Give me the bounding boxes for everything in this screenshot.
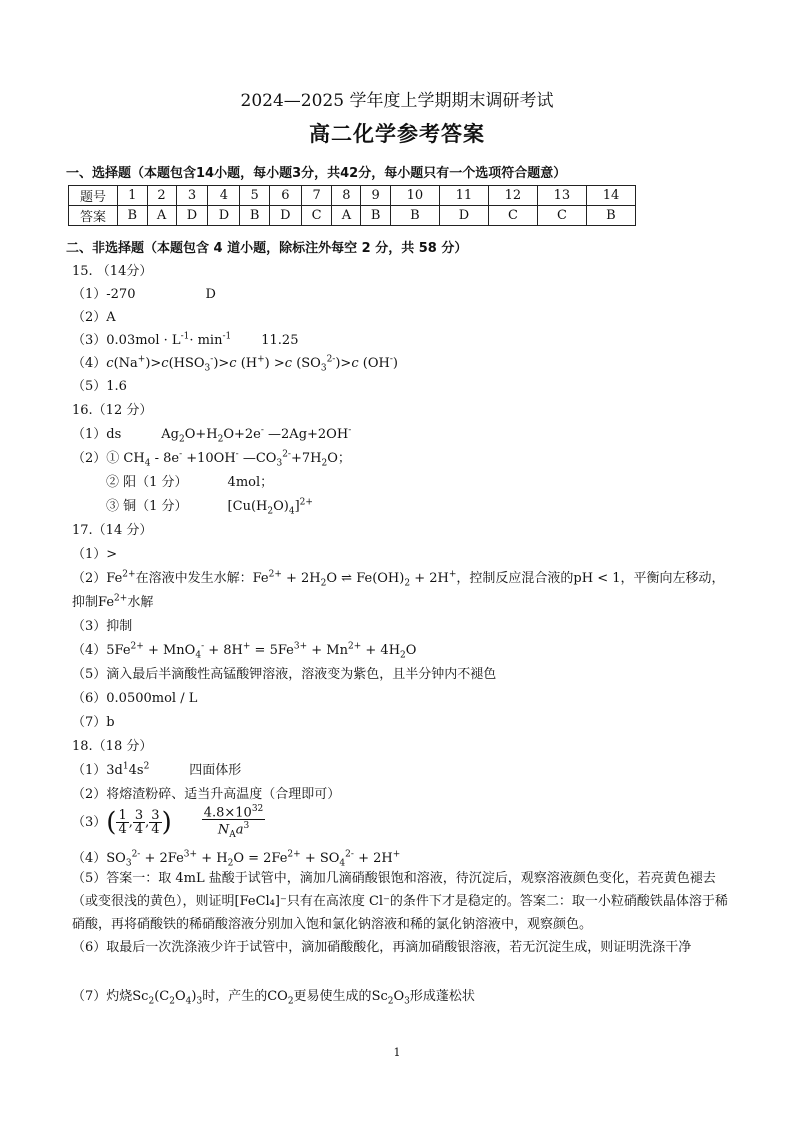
q18-answer-2: （2）将熔渣粉碎、适当升高温度（合理即可） (72, 787, 341, 802)
section-1-heading: 一、选择题（本题包含14小题，每小题3分，共42分，每小题只有一个选项符合题意） (66, 166, 567, 181)
q16-heading: 16.（12 分） (72, 403, 153, 418)
q16-answer-1: （1）ds $Ag_2O+H_2O+2e^-$ —2Ag+2OH- (72, 425, 352, 445)
table-cell: D (176, 206, 208, 226)
table-cell: 4 (208, 186, 240, 206)
q15-answer-2: （2）A (72, 310, 116, 325)
table-cell: 3 (176, 186, 208, 206)
q17-answer-7: （7）b (72, 715, 115, 730)
q15-answer-5: （5）1.6 (72, 379, 127, 394)
table-cell: 11 (439, 186, 488, 206)
table-cell: A (332, 206, 361, 226)
page-number: 1 (393, 1046, 401, 1059)
table-cell: 13 (537, 186, 586, 206)
q15-answer-1: （1）-270 D (72, 287, 216, 302)
q17-answer-2-cont: 抑制$Fe^{2+}$水解 (72, 593, 154, 610)
q17-answer-6: （6）0.0500mol / L (72, 691, 198, 706)
q17-answer-5: （5）滴入最后半滴酸性高锰酸钾溶液，溶液变为紫色，且半分钟内不褪色 (72, 667, 497, 682)
answer-title: 高二化学参考答案 (309, 121, 485, 146)
exam-title: 2024—2025 学年度上学期期末调研考试 (240, 91, 554, 111)
q15-heading: 15. （14分） (72, 264, 153, 279)
table-cell: 14 (586, 186, 635, 206)
q18-answer-5: （5）答案一：取 4mL 盐酸于试管中，滴加几滴硝酸银饱和溶液，待沉淀后，观察溶液颜色变化，若亮黄色褪去（或变很浅的黄色），则证明[FeCl₄]⁻只有在高浓度 Cl⁻的条件下才是稳定的。答案二：取一小粒硝酸铁晶体溶于稀硝酸，再将硝酸铁的稀硝酸溶液分别加入饱和氯化钠溶液和稀的氯化钠溶液中，观察颜色。 (72, 871, 728, 932)
table-cell: B (361, 206, 391, 226)
row-label-question: 题号 (69, 186, 118, 206)
table-cell: C (537, 206, 586, 226)
q18-answer-7: （7）灼烧$Sc_2(C_2O_4)_3$时，产生的$CO_2$更易使生成的$Sc_2O_3$形成蓬松状 (72, 989, 475, 1007)
q18-heading: 18.（18 分） (72, 739, 153, 754)
q17-answer-2: $(2)Fe^{2+}$在溶液中发生水解：$Fe^{2+} + 2H_2O$ ⇌ $Fe(OH)_2 + 2H^+$，控制反应混合液的pH < 1，平衡向左移动， (72, 569, 725, 589)
table-cell: 7 (301, 186, 332, 206)
q18-answer-3: （3）( $\frac{1}{4}$ , $\frac{3}{4}$ , $\frac{3}{4}$ ) $\frac{4.8\times 10^{32}}{N_Aa^3}$ (72, 804, 264, 841)
table-cell: B (586, 206, 635, 226)
table-cell: B (240, 206, 270, 226)
q16-answer-3: ② 阳（1 分） 4mol； (106, 475, 274, 490)
answer-table (68, 185, 636, 226)
table-cell: 12 (488, 186, 537, 206)
q17-answer-3: （3）抑制 (72, 619, 133, 634)
table-cell: D (439, 206, 488, 226)
section-2-heading: 二、非选择题（本题包含 4 道小题，除标注外每空 2 分，共 58 分） (66, 241, 468, 256)
table-cell: 8 (332, 186, 361, 206)
table-cell: 5 (240, 186, 270, 206)
q17-answer-4: $(4)5Fe^{2+} + MnO_4^- + 8H^+ = 5Fe^{3+} + Mn^{2+} + 4H_2O$ (72, 641, 417, 661)
table-cell: C (301, 206, 332, 226)
q16-answer-2: （2）① $CH_4 - 8e^- +10OH^-$ $—CO_3^{2-}+7H_2O$； (72, 449, 351, 469)
q17-answer-1: （1）> (72, 547, 118, 562)
table-cell: 9 (361, 186, 391, 206)
table-cell: 2 (147, 186, 176, 206)
q18-answer-4: $(4)SO_3^{2-} + 2Fe^{3+} + H_2O = 2Fe^{2+} + SO_4^{2-} + 2H^+$ (72, 849, 401, 869)
table-cell: D (269, 206, 301, 226)
table-cell: C (488, 206, 537, 226)
table-cell: 6 (269, 186, 301, 206)
table-cell: D (208, 206, 240, 226)
table-row-numbers (69, 186, 636, 206)
q18-answer-1: $(1)3d^14s^2$ 四面体形 (72, 761, 242, 778)
table-cell: A (147, 206, 176, 226)
q18-answer-6: （6）取最后一次洗涤液少许于试管中，滴加硝酸酸化，再滴加硝酸银溶液，若无沉淀生成，则证明洗涤干净 (72, 940, 692, 955)
q15-answer-3: $(3)0.03mol \cdot L^{-1}\cdot \min^{-1} 11.25$ (72, 331, 299, 348)
table-row-answers (69, 206, 636, 226)
q16-answer-4: ③ 铜（1 分） $[Cu(H_2O)_4]^{2+}$ (106, 497, 313, 517)
table-cell: B (118, 206, 148, 226)
q17-heading: 17.（14 分） (72, 523, 153, 538)
q15-answer-4: $(4)c(Na^+)>c(HSO_3^-)>c$ (H+) >c $(SO_3^{2-})>c$ (OH-) (72, 354, 398, 374)
row-label-answer: 答案 (69, 206, 118, 226)
table-cell: 1 (118, 186, 148, 206)
table-cell: B (390, 206, 439, 226)
table-cell: 10 (390, 186, 439, 206)
